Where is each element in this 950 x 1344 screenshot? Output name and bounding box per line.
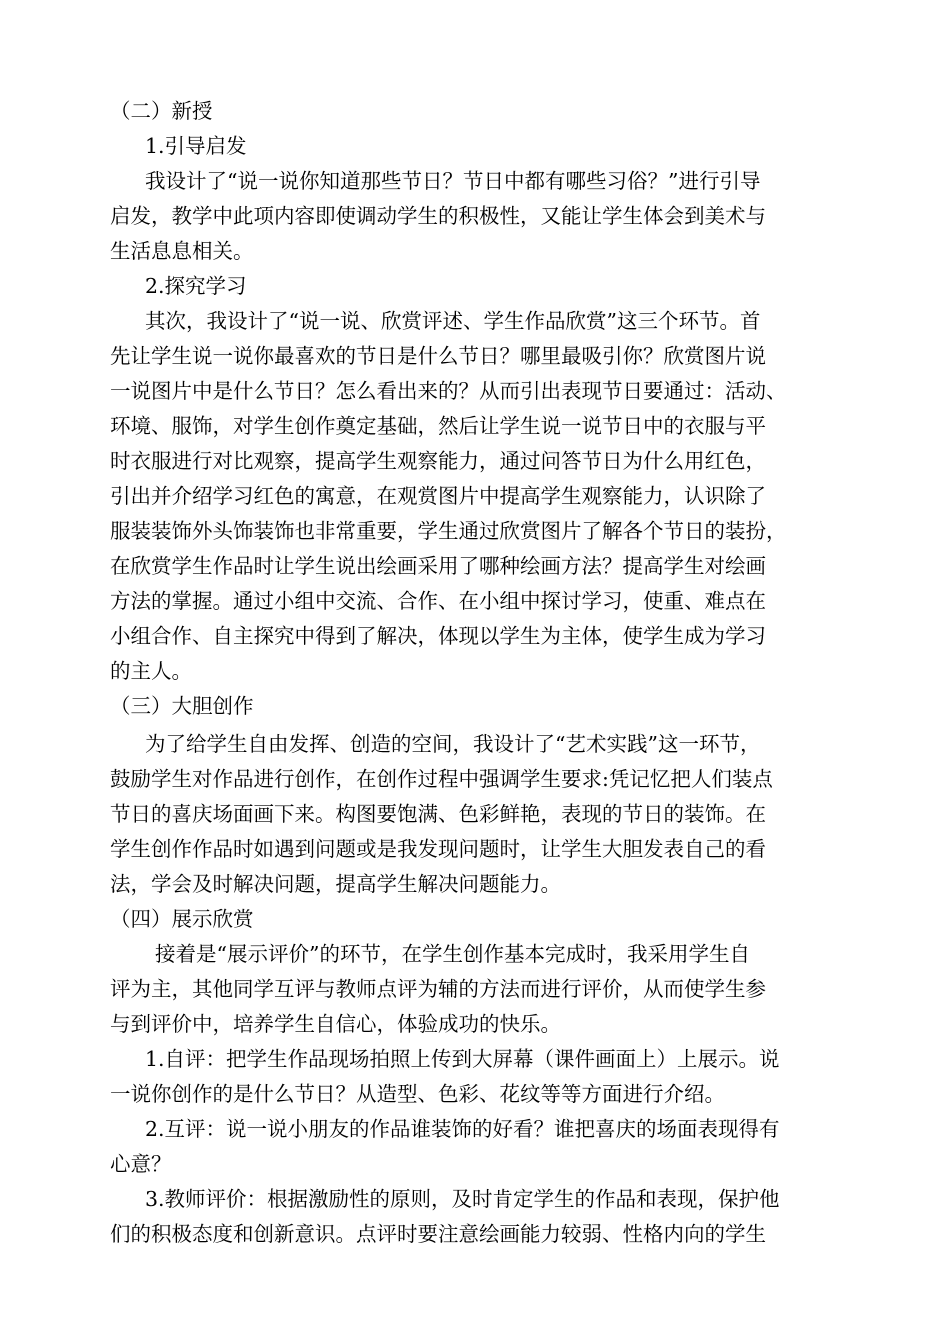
paragraph-line: 启发，教学中此项内容即使调动学生的积极性，又能让学生体会到美术与 <box>110 204 766 228</box>
paragraph-line: 的主人。 <box>110 659 192 683</box>
paragraph-line: 学生创作作品时如遇到问题或是我发现问题时，让学生大胆发表自己的看 <box>110 837 766 861</box>
paragraph-line: 引出并介绍学习红色的寓意，在观赏图片中提高学生观察能力，认识除了 <box>110 484 766 508</box>
paragraph-line: 生活息息相关。 <box>110 239 254 263</box>
heading-showcase: （四）展示欣赏 <box>110 907 254 931</box>
paragraph-line: 评为主，其他同学互评与教师点评为辅的方法而进行评价，从而使学生参 <box>110 977 766 1001</box>
paragraph-line: 时衣服进行对比观察，提高学生观察能力，通过问答节日为什么用红色， <box>110 449 766 473</box>
paragraph-line: 心意？ <box>110 1152 172 1176</box>
paragraph-line: 环境、服饰，对学生创作奠定基础，然后让学生说一说节日中的衣服与平 <box>110 414 766 438</box>
paragraph-line: 我设计了“说一说你知道那些节日？节日中都有哪些习俗？”进行引导 <box>145 169 761 193</box>
paragraph-line: 一说图片中是什么节日？怎么看出来的？从而引出表现节日要通过：活动、 <box>110 379 787 403</box>
subheading-guide: 1.引导启发 <box>145 134 247 158</box>
paragraph-line: 方法的掌握。通过小组中交流、合作、在小组中探讨学习，使重、难点在 <box>110 589 766 613</box>
paragraph-line: 一说你创作的是什么节日？从造型、色彩、花纹等等方面进行介绍。 <box>110 1082 725 1106</box>
paragraph-line: 在欣赏学生作品时让学生说出绘画采用了哪种绘画方法？提高学生对绘画 <box>110 554 766 578</box>
paragraph-line: 与到评价中，培养学生自信心，体验成功的快乐。 <box>110 1012 561 1036</box>
paragraph-line: 先让学生说一说你最喜欢的节日是什么节日？哪里最吸引你？欣赏图片说 <box>110 344 766 368</box>
heading-creation: （三）大胆创作 <box>110 694 254 718</box>
paragraph-line: 小组合作、自主探究中得到了解决，体现以学生为主体，使学生成为学习 <box>110 624 766 648</box>
paragraph-line: 法，学会及时解决问题，提高学生解决问题能力。 <box>110 872 561 896</box>
paragraph-line: 节日的喜庆场面画下来。构图要饱满、色彩鲜艳，表现的节日的装饰。在 <box>110 802 766 826</box>
paragraph-line: 为了给学生自由发挥、创造的空间，我设计了“艺术实践”这一环节， <box>145 732 761 756</box>
paragraph-line: 接着是“展示评价”的环节，在学生创作基本完成时，我采用学生自 <box>155 942 750 966</box>
paragraph-line: 鼓励学生对作品进行创作，在创作过程中强调学生要求:凭记忆把人们装点 <box>110 767 773 791</box>
heading-new-lesson: （二）新授 <box>110 99 213 123</box>
subheading-explore: 2.探究学习 <box>145 274 247 298</box>
paragraph-line: 2.互评：说一说小朋友的作品谁装饰的好看？谁把喜庆的场面表现得有 <box>145 1117 780 1141</box>
paragraph-line: 们的积极态度和创新意识。点评时要注意绘画能力较弱、性格内向的学生 <box>110 1222 766 1246</box>
paragraph-line: 服装装饰外头饰装饰也非常重要，学生通过欣赏图片了解各个节日的装扮， <box>110 519 787 543</box>
paragraph-line: 其次，我设计了“说一说、欣赏评述、学生作品欣赏”这三个环节。首 <box>145 309 761 333</box>
paragraph-line: 3.教师评价：根据激励性的原则，及时肯定学生的作品和表现，保护他 <box>145 1187 780 1211</box>
paragraph-line: 1.自评：把学生作品现场拍照上传到大屏幕（课件画面上）上展示。说 <box>145 1047 780 1071</box>
